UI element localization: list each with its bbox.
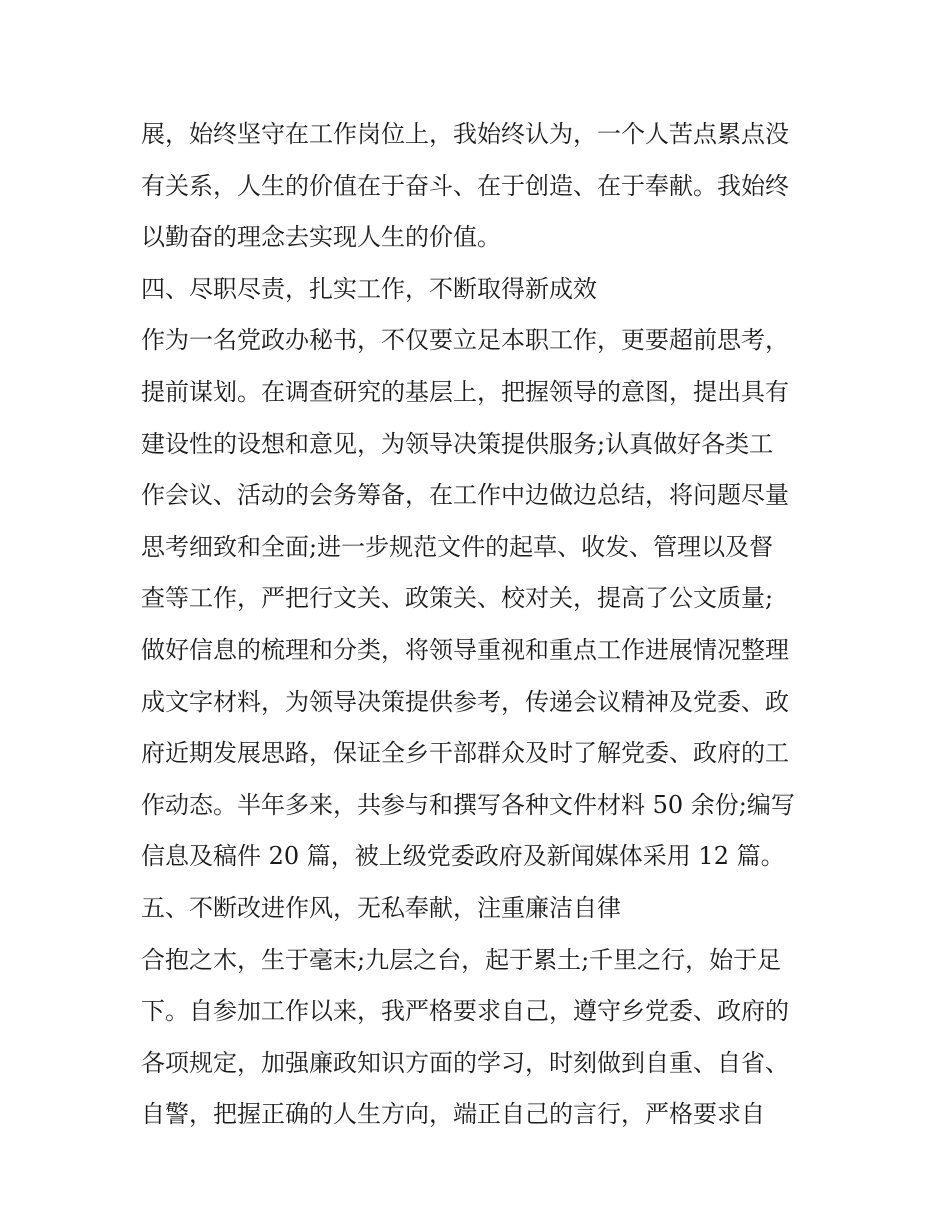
text-line: 各项规定，加强廉政知识方面的学习，时刻做到自重、自省、 [141,1048,789,1077]
section-heading: 五、不断改进作风，无私奉献，注重廉洁自律 [141,893,621,922]
section-heading: 四、尽职尽责，扎实工作，不断取得新成效 [141,274,597,303]
text-line: 信息及稿件 20 篇，被上级党委政府及新闻媒体采用 12 篇。 [141,842,785,871]
text-line: 作动态。半年多来，共参与和撰写各种文件材料 50 余份;编写 [141,790,795,819]
text-line: 提前谋划。在调查研究的基层上，把握领导的意图，提出具有 [141,377,789,406]
text-line: 有关系，人生的价值在于奋斗、在于创造、在于奉献。我始终 [141,171,789,200]
text-line: 下。自参加工作以来，我严格要求自己，遵守乡党委、政府的 [141,997,789,1026]
text-line: 建设性的设想和意见，为领导决策提供服务;认真做好各类工 [141,429,774,458]
text-line: 查等工作，严把行文关、政策关、校对关，提高了公文质量; [141,584,774,613]
body-text [141,109,821,1141]
text-line: 做好信息的梳理和分类，将领导重视和重点工作进展情况整理 [141,635,789,664]
text-line: 府近期发展思路，保证全乡干部群众及时了解党委、政府的工 [141,739,789,768]
text-line: 展，始终坚守在工作岗位上，我始终认为，一个人苦点累点没 [141,120,789,148]
text-line: 以勤奋的理念去实现人生的价值。 [141,223,501,252]
text-line: 作会议、活动的会务筹备，在工作中边做边总结，将问题尽量 [141,481,789,510]
text-line: 成文字材料，为领导决策提供参考，传递会议精神及党委、政 [141,687,789,716]
text-line: 思考细致和全面;进一步规范文件的起草、收发、管理以及督 [141,532,774,561]
text-line: 合抱之木，生于毫末;九层之台，起于累土;千里之行，始于足 [141,945,782,974]
text-line: 作为一名党政办秘书，不仅要立足本职工作，更要超前思考， [141,326,789,355]
text-line: 自警，把握正确的人生方向，端正自己的言行，严格要求自 [141,1100,765,1129]
